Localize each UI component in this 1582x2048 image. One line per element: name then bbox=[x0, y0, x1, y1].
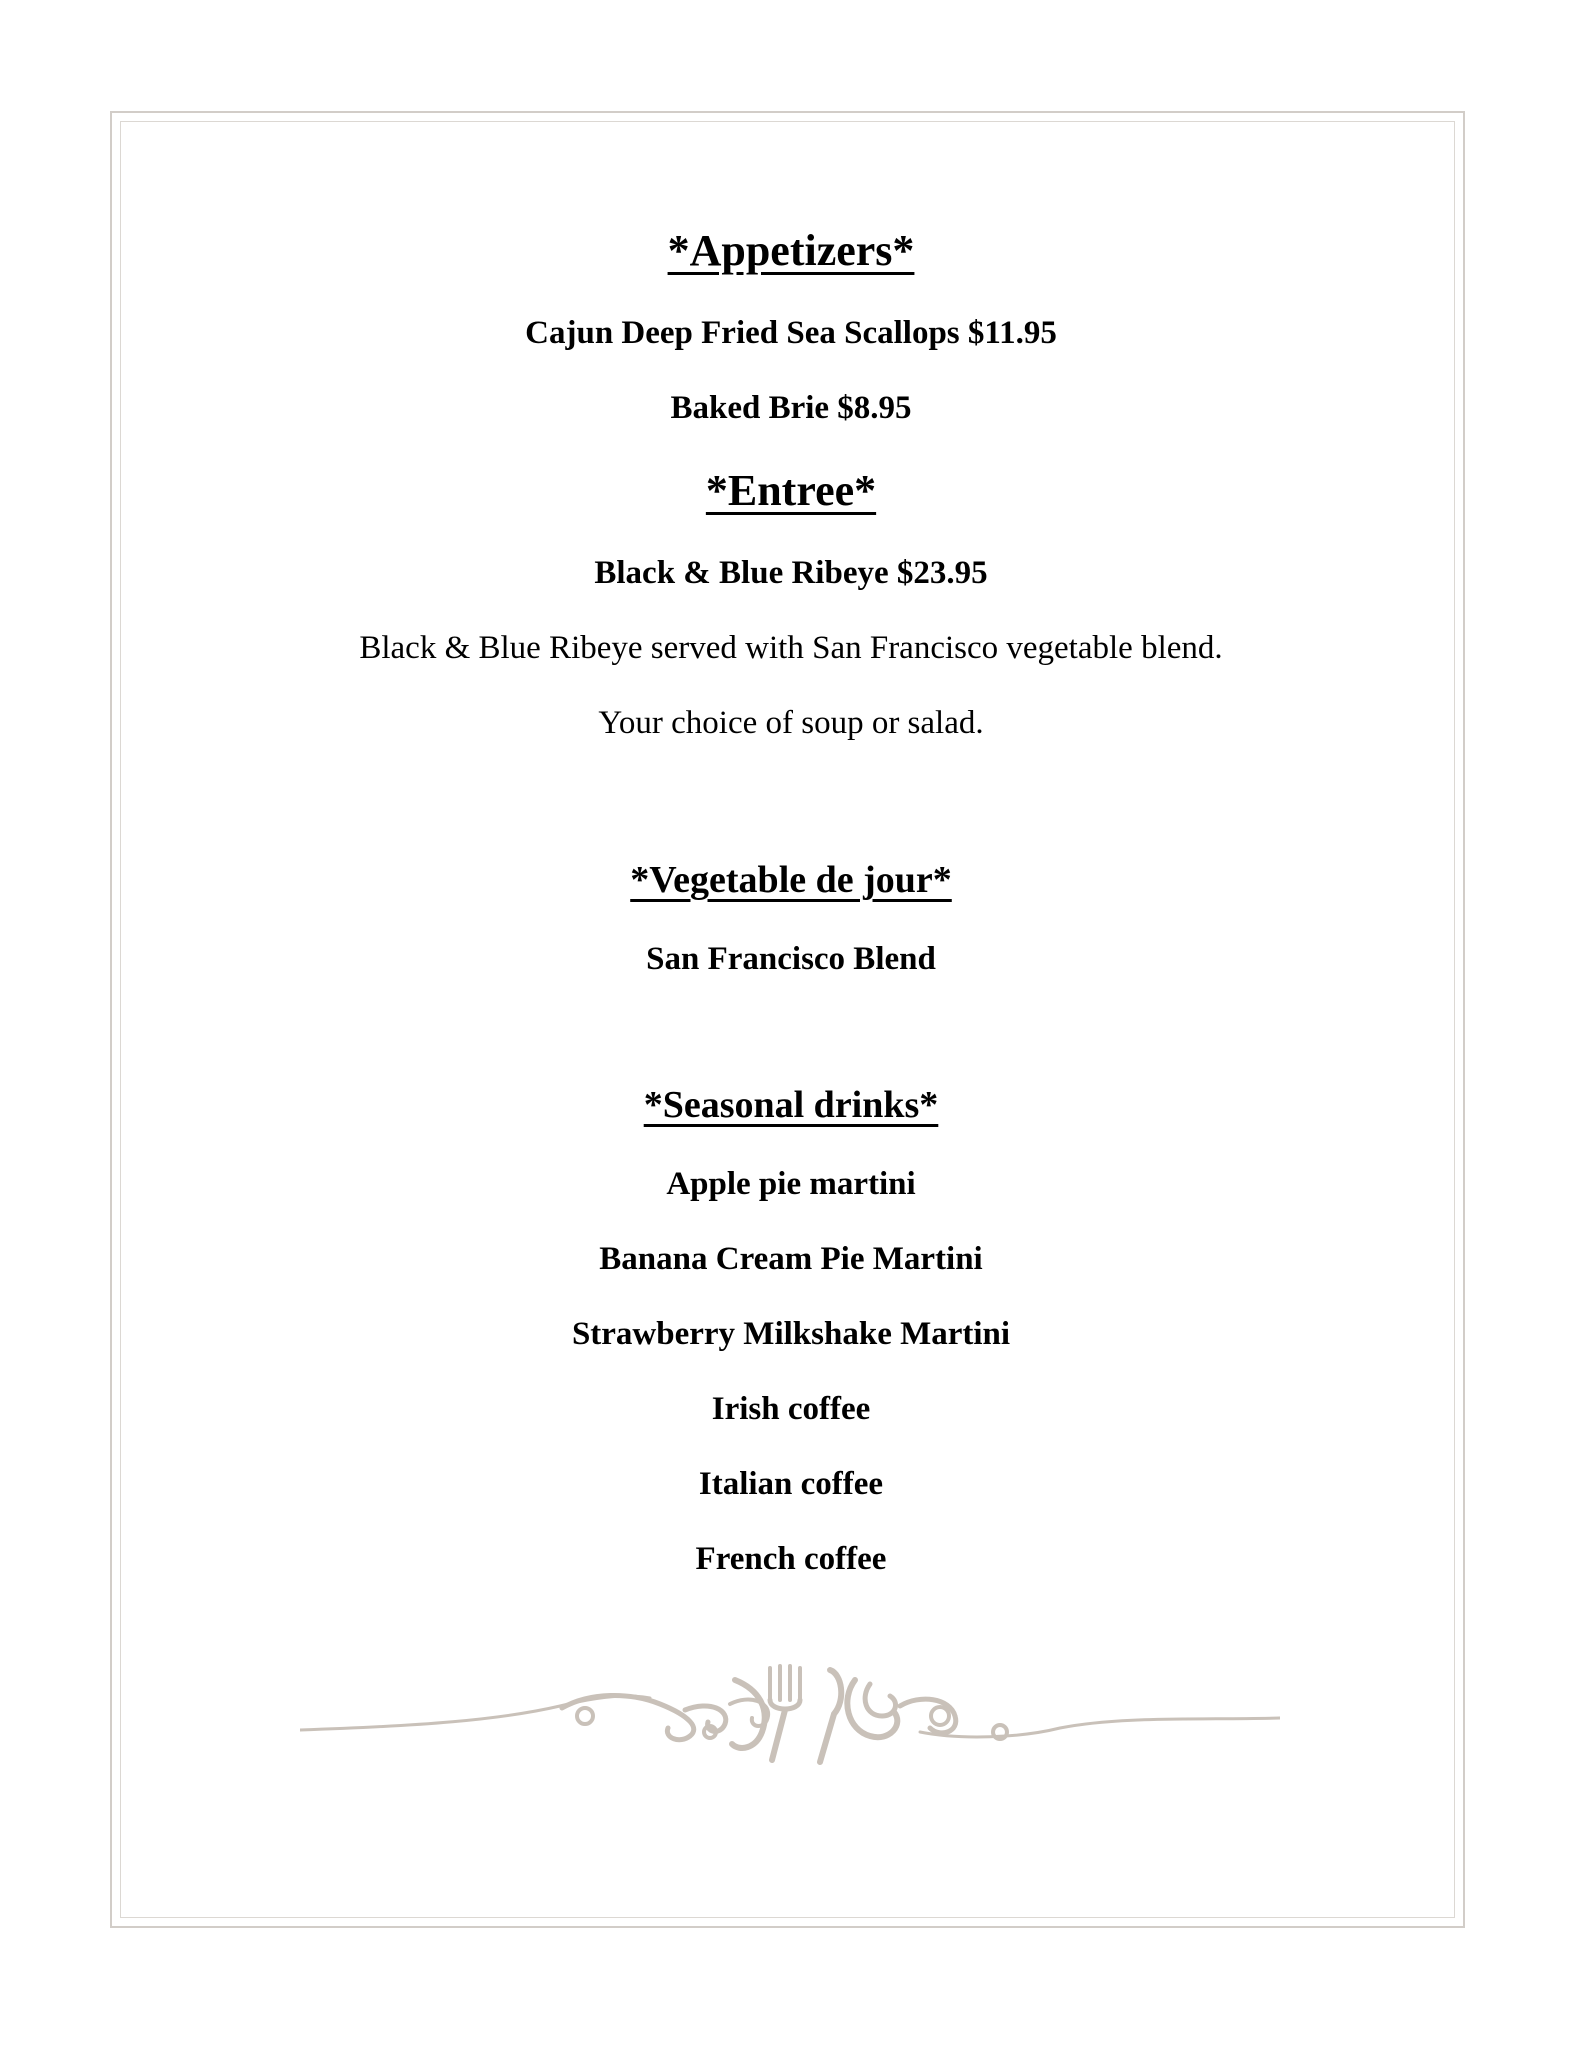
drink-item: Banana Cream Pie Martini bbox=[599, 1241, 983, 1277]
entree-description: Your choice of soup or salad. bbox=[598, 705, 984, 741]
drink-item: Strawberry Milkshake Martini bbox=[571, 1316, 1011, 1352]
entree-item: Black & Blue Ribeye $23.95 bbox=[594, 555, 988, 591]
drink-item: French coffee bbox=[695, 1541, 887, 1577]
drink-item: Apple pie martini bbox=[666, 1166, 916, 1202]
appetizer-item: Cajun Deep Fried Sea Scallops $11.95 bbox=[525, 315, 1057, 351]
drinks-heading: *Seasonal drinks* bbox=[643, 1084, 939, 1126]
fork-and-knife-flourish-icon bbox=[300, 1650, 1280, 1770]
entree-description: Black & Blue Ribeye served with San Francisco vegetable blend. bbox=[359, 630, 1223, 666]
vegetable-heading: *Vegetable de jour* bbox=[630, 859, 952, 901]
entree-heading: *Entree* bbox=[705, 466, 877, 515]
drink-item: Irish coffee bbox=[711, 1391, 871, 1427]
drink-item: Italian coffee bbox=[698, 1466, 884, 1502]
vegetable-item: San Francisco Blend bbox=[646, 941, 936, 977]
appetizers-heading: *Appetizers* bbox=[667, 226, 915, 275]
appetizer-item: Baked Brie $8.95 bbox=[670, 390, 912, 426]
